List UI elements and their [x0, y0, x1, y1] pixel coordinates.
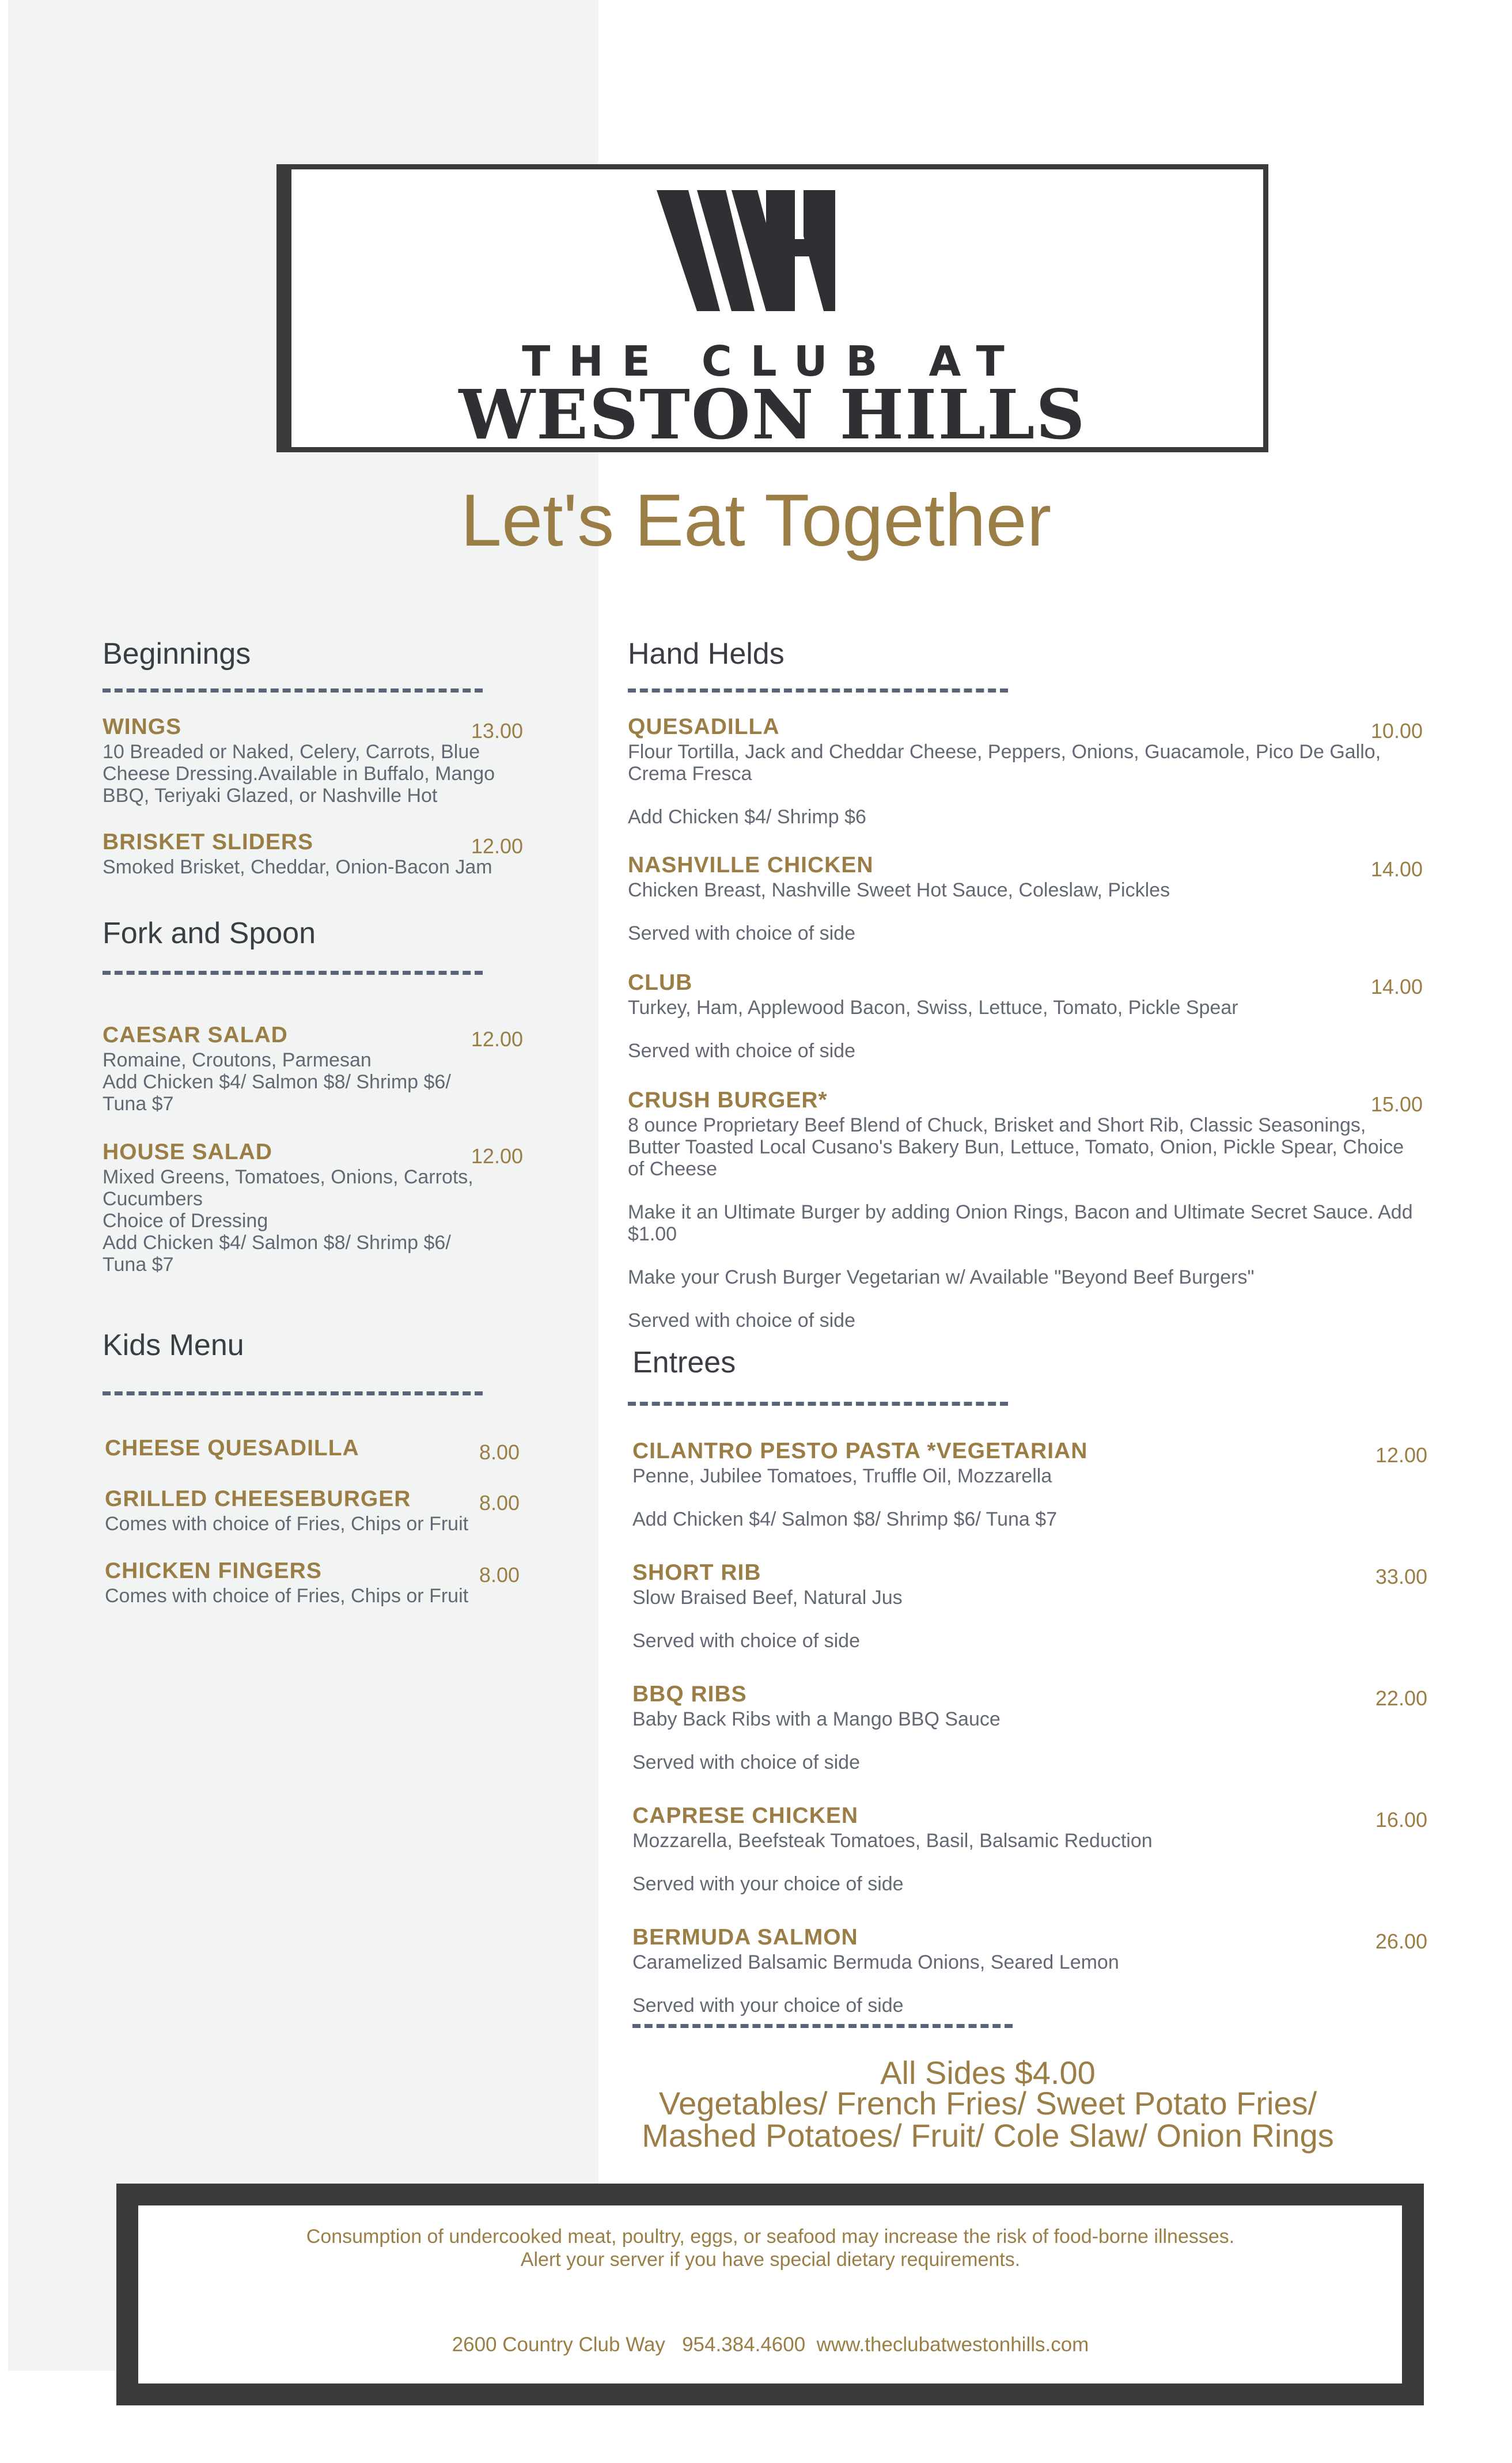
item-price: 8.00	[479, 1563, 520, 1587]
menu-item-chicken-fingers	[105, 1557, 520, 1607]
item-name: BBQ RIBS	[632, 1682, 747, 1707]
section-divider	[103, 688, 483, 693]
sides-list: Vegetables/ French Fries/ Sweet Potato Fries/ Mashed Potatoes/ Fruit/ Cole Slaw/ Onion Rings	[642, 2085, 1334, 2154]
item-name: CLUB	[628, 970, 693, 995]
item-name: SHORT RIB	[632, 1560, 761, 1585]
sides-title: All Sides $4.00	[880, 2055, 1096, 2091]
item-price: 12.00	[1375, 1443, 1427, 1467]
item-name: CHEESE QUESADILLA	[105, 1436, 359, 1461]
menu-item-caprese-chicken	[632, 1802, 1427, 1895]
item-description: Caramelized Balsamic Bermuda Onions, Seared Lemon	[632, 1951, 1119, 1973]
section-title-beginnings: Beginnings	[103, 637, 251, 671]
item-note: Add Chicken $4/ Salmon $8/ Shrimp $6/ Tuna $7	[632, 1508, 1058, 1530]
menu-item-crush-burger	[628, 1087, 1423, 1331]
section-divider	[103, 971, 483, 975]
item-description: Flour Tortilla, Jack and Cheddar Cheese, Peppers, Onions, Guacamole, Pico De Gallo, Crema Fresca	[628, 741, 1381, 785]
item-description: Turkey, Ham, Applewood Bacon, Swiss, Lettuce, Tomato, Pickle Spear	[628, 997, 1238, 1019]
item-description: Penne, Jubilee Tomatoes, Truffle Oil, Mozzarella	[632, 1465, 1052, 1487]
item-name: NASHVILLE CHICKEN	[628, 853, 874, 877]
item-price: 12.00	[471, 1144, 523, 1168]
item-note: Make your Crush Burger Vegetarian w/ Available "Beyond Beef Burgers"	[628, 1266, 1255, 1288]
item-price: 14.00	[1370, 975, 1423, 998]
item-dressing: Choice of Dressing	[103, 1210, 268, 1232]
item-name: CAESAR SALAD	[103, 1023, 288, 1047]
section-title-hand-helds: Hand Helds	[628, 637, 785, 671]
section-title-kids-menu: Kids Menu	[103, 1329, 244, 1362]
section-divider	[628, 688, 1008, 693]
item-note: Served with your choice of side	[632, 1995, 904, 2016]
item-note: Make it an Ultimate Burger by adding Onion Rings, Bacon and Ultimate Secret Sauce. Add $1.00	[628, 1201, 1413, 1245]
section-divider	[632, 2024, 1013, 2028]
menu-item-quesadilla	[628, 713, 1423, 828]
item-price: 14.00	[1370, 857, 1423, 881]
section-divider	[628, 1402, 1008, 1406]
item-description: Mixed Greens, Tomatoes, Onions, Carrots, Cucumbers	[103, 1166, 473, 1210]
item-note: Served with choice of side	[628, 922, 855, 944]
item-addons: Add Chicken $4/ Salmon $8/ Shrimp $6/ Tuna $7	[103, 1071, 451, 1115]
item-description: 8 ounce Proprietary Beef Blend of Chuck, Brisket and Short Rib, Classic Seasonings, Butter Toasted Local Cusano's Bakery Bun, Lettuce, Tomato, Onion, Pickle Spear, Choice of Cheese	[628, 1114, 1404, 1180]
item-description: Comes with choice of Fries, Chips or Fruit	[105, 1513, 469, 1535]
item-price: 8.00	[479, 1491, 520, 1515]
item-note: Served with choice of side	[632, 1751, 860, 1773]
logo-text-bottom: WESTON HILLS	[458, 374, 1086, 455]
item-note: Add Chicken $4/ Shrimp $6	[628, 806, 866, 828]
item-price: 15.00	[1370, 1092, 1423, 1116]
item-description: Chicken Breast, Nashville Sweet Hot Sauce, Coleslaw, Pickles	[628, 879, 1170, 901]
menu-item-bbq-ribs	[632, 1681, 1427, 1773]
item-name: HOUSE SALAD	[103, 1140, 272, 1164]
item-note: Served with choice of side	[628, 1310, 855, 1331]
item-price: 13.00	[471, 719, 523, 743]
item-price: 8.00	[479, 1440, 520, 1464]
menu-item-short-rib	[632, 1559, 1427, 1652]
item-description: Romaine, Croutons, Parmesan	[103, 1049, 372, 1071]
menu-item-bermuda-salmon	[632, 1924, 1427, 2016]
menu-item-cheese-quesadilla	[105, 1435, 520, 1462]
item-note: Served with choice of side	[632, 1630, 860, 1652]
item-name: QUESADILLA	[628, 714, 780, 739]
item-addons: Add Chicken $4/ Salmon $8/ Shrimp $6/ Tuna $7	[103, 1232, 451, 1276]
item-name: CRUSH BURGER*	[628, 1088, 828, 1113]
page-tagline: Let's Eat Together	[460, 479, 1052, 562]
section-title-fork-and-spoon: Fork and Spoon	[103, 917, 316, 950]
item-price: 12.00	[471, 1027, 523, 1051]
disclaimer-line: Consumption of undercooked meat, poultry, eggs, or seafood may increase the risk of food-borne illnesses.	[306, 2226, 1235, 2248]
item-price: 26.00	[1375, 1929, 1427, 1953]
menu-item-wings	[103, 713, 523, 807]
item-price: 12.00	[471, 834, 523, 858]
item-name: BRISKET SLIDERS	[103, 830, 314, 854]
item-name: BERMUDA SALMON	[632, 1925, 858, 1950]
menu-item-house-salad	[103, 1138, 523, 1276]
footer-frame	[116, 2184, 1424, 2405]
item-price: 33.00	[1375, 1565, 1427, 1588]
menu-item-nashville-chicken	[628, 852, 1423, 944]
logo-text-top: THE CLUB AT	[522, 337, 1023, 385]
section-divider	[103, 1391, 483, 1395]
item-name: CHICKEN FINGERS	[105, 1558, 322, 1583]
menu-item-brisket-sliders	[103, 828, 523, 878]
item-description: Slow Braised Beef, Natural Jus	[632, 1587, 903, 1609]
contact-address: 2600 Country Club Way 954.384.4600 www.theclubatwestonhills.com	[452, 2333, 1089, 2356]
food-safety-disclaimer	[138, 2225, 1403, 2271]
menu-item-cilantro-pesto-pasta	[632, 1437, 1427, 1530]
item-description: Smoked Brisket, Cheddar, Onion-Bacon Jam	[103, 856, 492, 878]
disclaimer-line: Alert your server if you have special dietary requirements.	[520, 2249, 1021, 2271]
item-price: 22.00	[1375, 1686, 1427, 1710]
menu-item-club	[628, 969, 1423, 1062]
item-price: 16.00	[1375, 1808, 1427, 1832]
item-description: 10 Breaded or Naked, Celery, Carrots, Blue Cheese Dressing.Available in Buffalo, Mango BBQ, Teriyaki Glazed, or Nashville Hot	[103, 741, 495, 807]
item-name: CILANTRO PESTO PASTA *VEGETARIAN	[632, 1439, 1088, 1463]
item-name: GRILLED CHEESEBURGER	[105, 1486, 411, 1511]
menu-item-caesar-salad	[103, 1021, 523, 1115]
item-price: 10.00	[1370, 719, 1423, 743]
item-note: Served with choice of side	[628, 1040, 855, 1062]
item-name: WINGS	[103, 714, 182, 739]
section-title-entrees: Entrees	[632, 1346, 736, 1379]
item-name: CAPRESE CHICKEN	[632, 1803, 859, 1828]
item-description: Comes with choice of Fries, Chips or Fruit	[105, 1585, 469, 1607]
item-description: Baby Back Ribs with a Mango BBQ Sauce	[632, 1708, 1001, 1730]
item-note: Served with your choice of side	[632, 1873, 904, 1895]
menu-item-grilled-cheeseburger	[105, 1485, 520, 1535]
item-description: Mozzarella, Beefsteak Tomatoes, Basil, Balsamic Reduction	[632, 1830, 1153, 1852]
wh-monogram-logo	[657, 190, 847, 311]
